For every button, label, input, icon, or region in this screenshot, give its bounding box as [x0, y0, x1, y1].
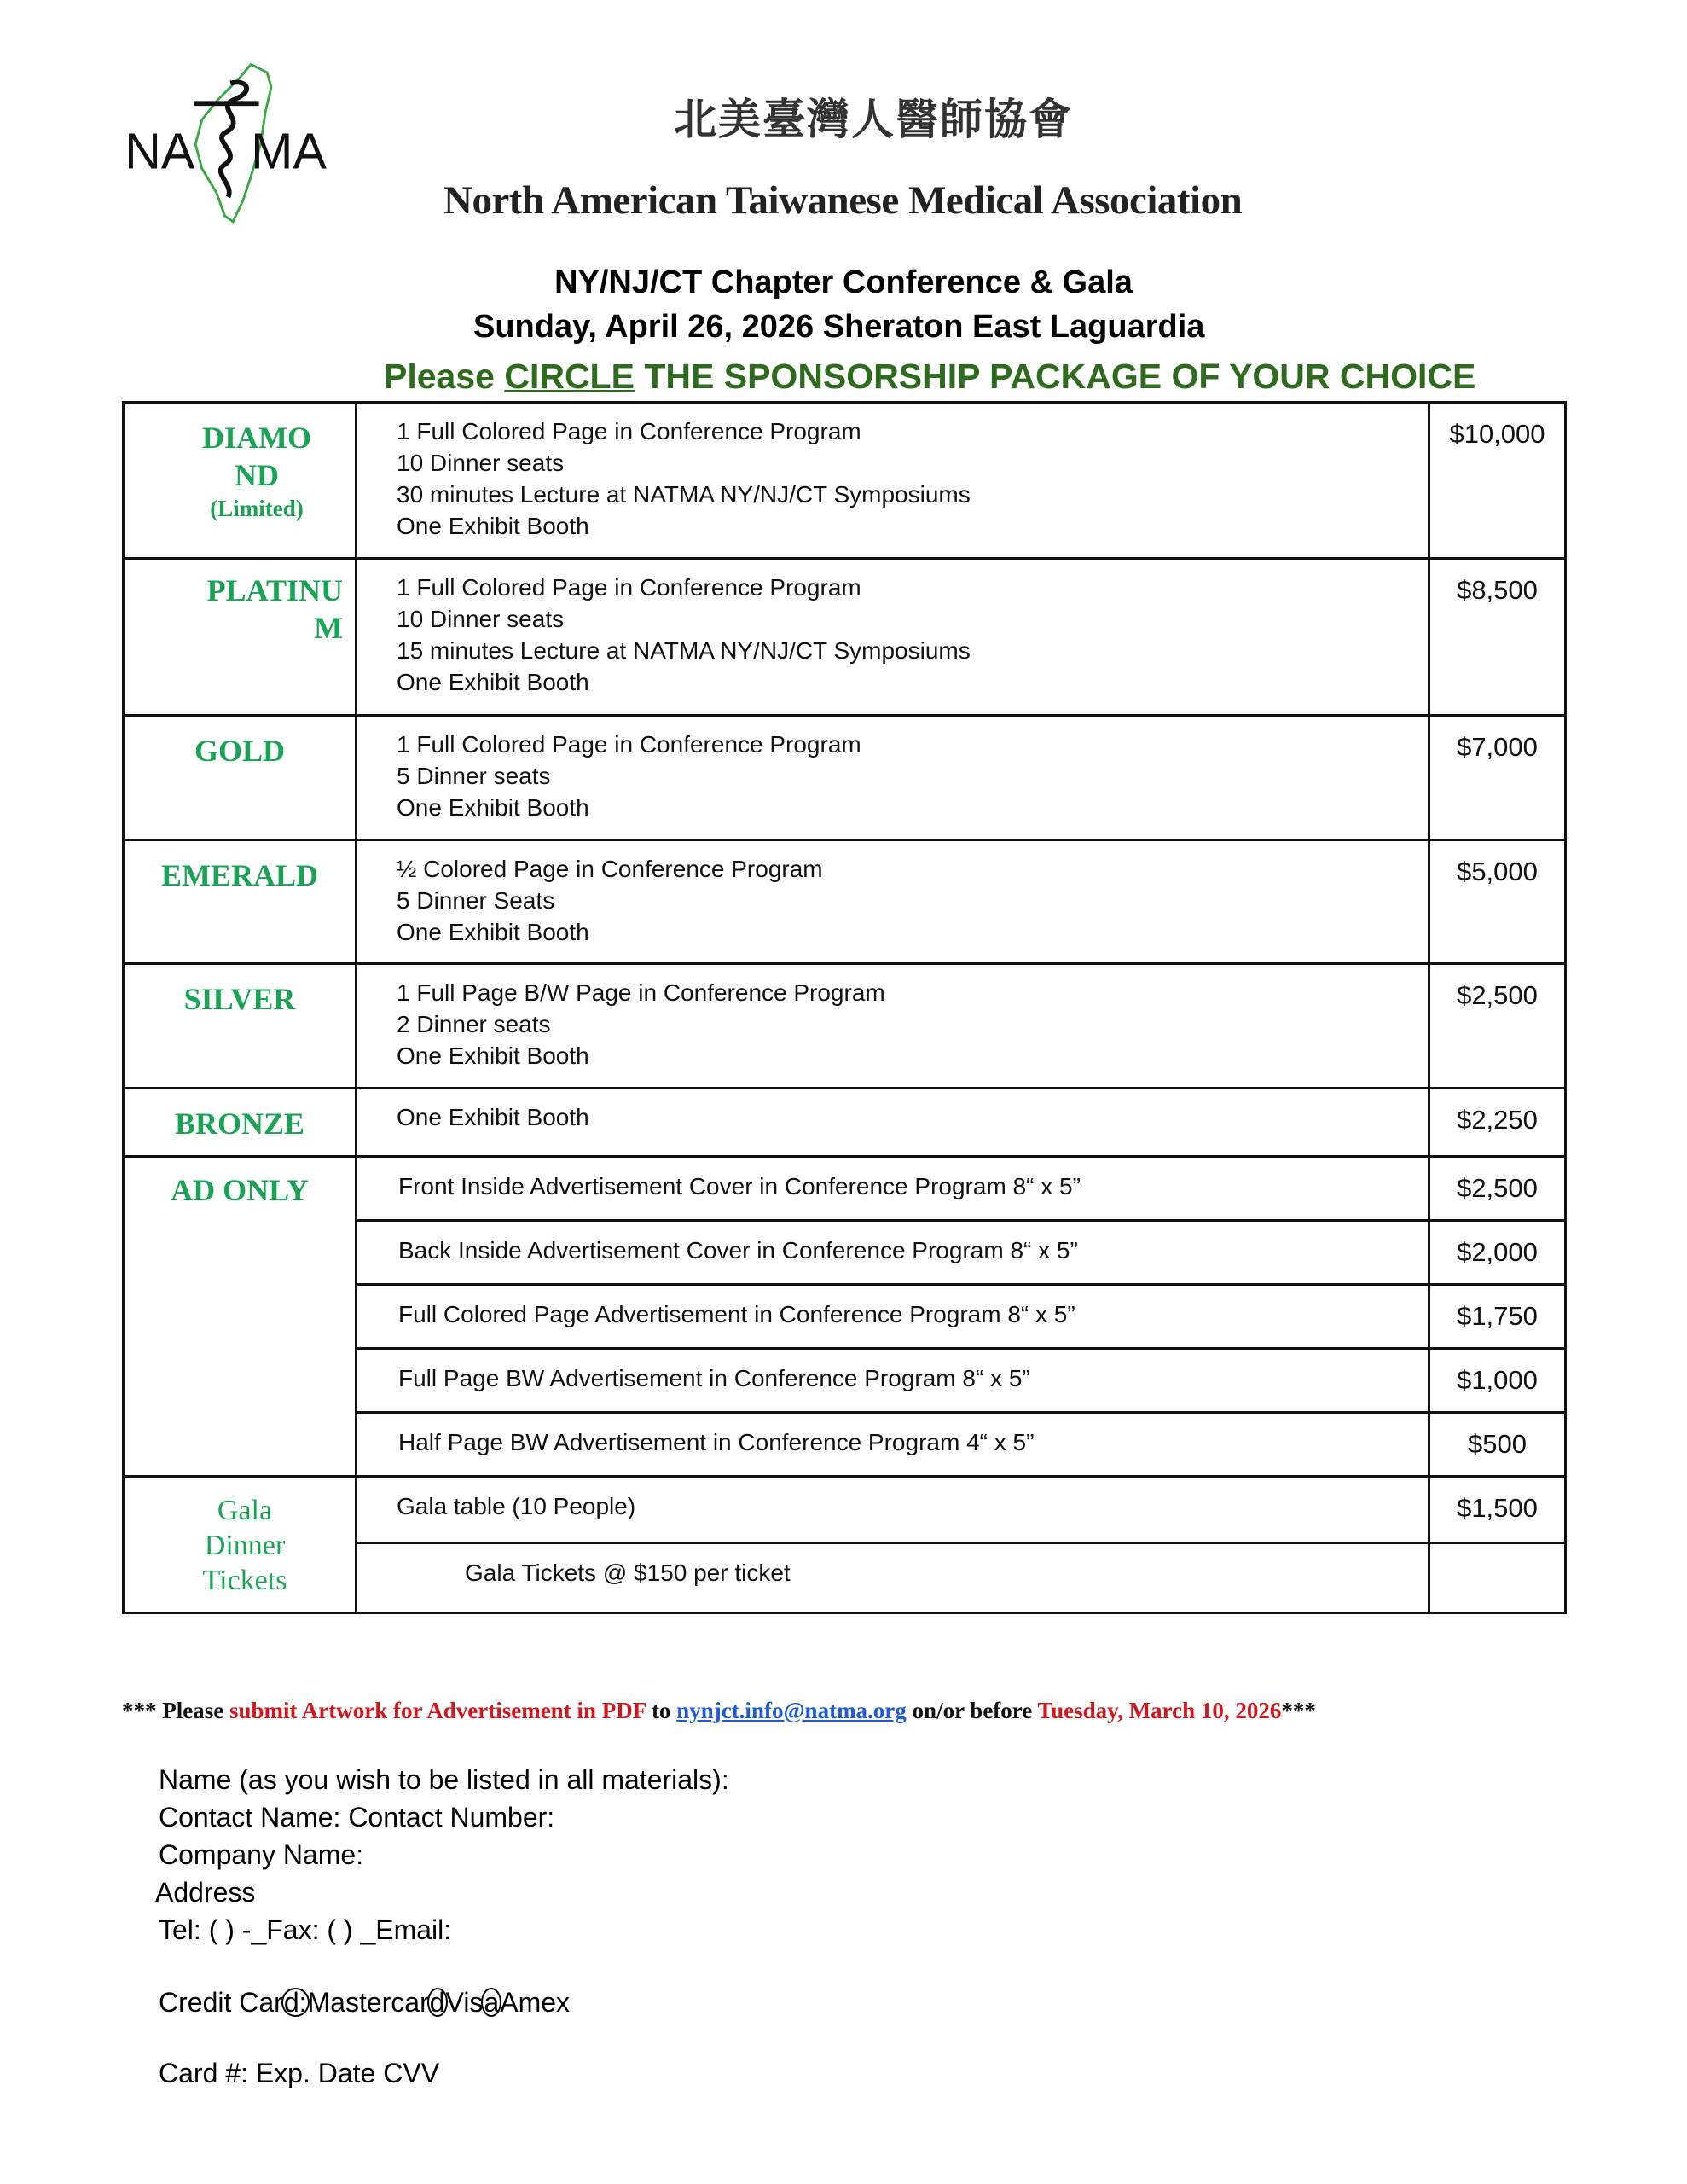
price: $1,500 — [1429, 1477, 1566, 1543]
gala-option: Gala Tickets @ $150 per ticket — [357, 1543, 1429, 1613]
sponsorship-table — [122, 401, 1567, 1614]
ad-only-row[interactable] — [124, 1157, 1566, 1221]
benefits-list: 1 Full Page B/W Page in Conference Program 2 Dinner seats One Exhibit Booth — [357, 964, 1429, 1089]
price: $1,000 — [1429, 1349, 1566, 1413]
svg-text:MA: MA — [251, 122, 327, 180]
price: $1,750 — [1429, 1285, 1566, 1349]
price: $10,000 — [1429, 403, 1566, 559]
ad-option: Back Inside Advertisement Cover in Conference Program 8“ x 5” — [357, 1221, 1429, 1285]
tier-label: EMERALD — [124, 840, 357, 964]
ad-option: Full Page BW Advertisement in Conference Program 8“ x 5” — [357, 1349, 1429, 1413]
package-row-gold[interactable] — [124, 716, 1566, 840]
card-number-line[interactable]: Card #: Exp. Date CVV — [159, 2058, 440, 2088]
price: $7,000 — [1429, 716, 1566, 840]
tier-label: GOLD — [124, 716, 357, 840]
org-english-name: North American Taiwanese Medical Association — [443, 178, 1243, 223]
rod-of-asclepius-icon — [221, 82, 246, 197]
price: $2,250 — [1429, 1089, 1566, 1157]
event-date-venue: Sunday, April 26, 2026 Sheraton East Laguardia — [473, 309, 1205, 345]
price: $5,000 — [1429, 840, 1566, 964]
tier-label: SILVER — [124, 964, 357, 1089]
ad-option: Full Colored Page Advertisement in Conference Program 8“ x 5” — [357, 1285, 1429, 1349]
tier-label: AD ONLY — [124, 1157, 357, 1477]
benefits-list: 1 Full Colored Page in Conference Program 10 Dinner seats 15 minutes Lecture at NATMA NY/NJ/CT Symposiums One Exhibit Booth — [357, 559, 1429, 716]
price: $2,500 — [1429, 1157, 1566, 1221]
benefits-list: One Exhibit Booth — [357, 1089, 1429, 1157]
price: $2,000 — [1429, 1221, 1566, 1285]
benefits-list: 1 Full Colored Page in Conference Program 10 Dinner seats 30 minutes Lecture at NATMA NY/NJ/CT Symposiums One Exhibit Booth — [357, 403, 1429, 559]
ad-option: Half Page BW Advertisement in Conference Program 4“ x 5” — [357, 1413, 1429, 1477]
sponsorship-instruction: Please CIRCLE THE SPONSORSHIP PACKAGE OF YOUR CHOICE — [384, 357, 1476, 396]
price: $2,500 — [1429, 964, 1566, 1089]
address-field-label[interactable]: Address — [155, 1877, 256, 1908]
package-row-diamond[interactable] — [124, 403, 1566, 559]
benefits-list: 1 Full Colored Page in Conference Program 5 Dinner seats One Exhibit Booth — [357, 716, 1429, 840]
natma-logo — [119, 55, 350, 234]
price: $500 — [1429, 1413, 1566, 1477]
credit-card-options: Credit Card:MastercardVisaAmex — [159, 1987, 571, 2018]
event-title: NY/NJ/CT Chapter Conference & Gala — [554, 264, 1133, 300]
tier-label: Gala Dinner Tickets — [124, 1477, 357, 1613]
name-field-label[interactable]: Name (as you wish to be listed in all materials): — [159, 1764, 729, 1795]
tier-label: DIAMO ND (Limited) — [124, 403, 357, 559]
tier-label: BRONZE — [124, 1089, 357, 1157]
contact-field-label[interactable]: Contact Name: Contact Number: — [159, 1802, 555, 1833]
email-link[interactable]: nynjct.info@natma.org — [676, 1698, 907, 1723]
artwork-notice: *** Please submit Artwork for Advertisement in PDF to nynjct.info@natma.org on/or before Tuesday, March 10, 2026*** — [122, 1698, 1316, 1723]
package-row-emerald[interactable] — [124, 840, 1566, 964]
radio-visa[interactable]: d — [427, 1988, 448, 2017]
svg-text:NA: NA — [125, 122, 195, 180]
org-chinese-name: 北美臺灣人醫師協會 — [674, 94, 1073, 144]
ad-option: Front Inside Advertisement Cover in Conference Program 8“ x 5” — [357, 1157, 1429, 1221]
company-field-label[interactable]: Company Name: — [159, 1839, 364, 1870]
benefits-list: ½ Colored Page in Conference Program 5 Dinner Seats One Exhibit Booth — [357, 840, 1429, 964]
package-row-platinum[interactable] — [124, 559, 1566, 716]
radio-mastercard[interactable]: d: — [281, 1988, 310, 2017]
radio-amex[interactable]: a — [481, 1988, 501, 2017]
tel-fax-email-label[interactable]: Tel: ( ) -_Fax: ( ) _Email: — [159, 1914, 452, 1945]
package-row-bronze[interactable] — [124, 1089, 1566, 1157]
package-row-silver[interactable] — [124, 964, 1566, 1089]
price: $8,500 — [1429, 559, 1566, 716]
price — [1429, 1543, 1566, 1613]
tier-label: PLATINU M — [124, 559, 357, 716]
sponsor-form — [155, 1761, 729, 1949]
gala-row[interactable] — [124, 1477, 1566, 1543]
gala-option: Gala table (10 People) — [357, 1477, 1429, 1543]
